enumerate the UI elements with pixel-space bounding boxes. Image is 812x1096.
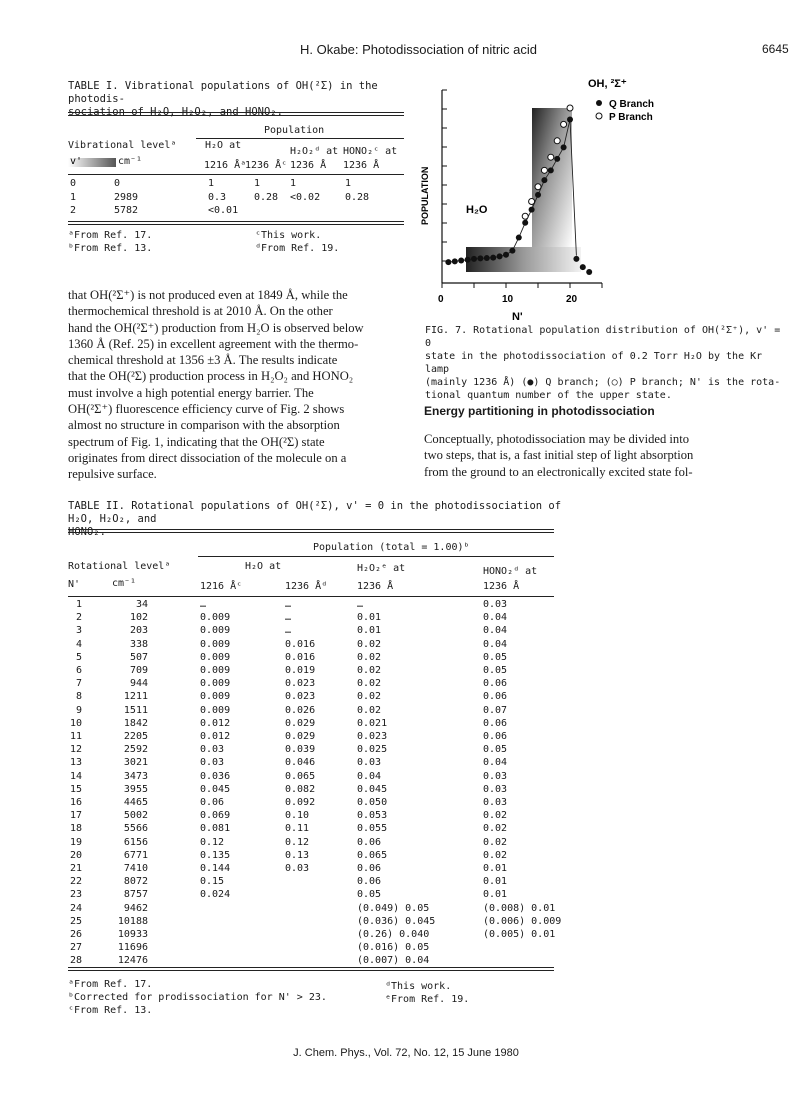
species-label: H₂O [466, 204, 488, 216]
table2-cell: 0.10 [285, 810, 310, 822]
table1-footnote-d: ᵈFrom Ref. 19. [255, 243, 340, 254]
table2-cell: (0.016) 0.05 [357, 942, 430, 954]
p-branch-point [567, 105, 573, 111]
text-line: thermochemical threshold is at 2010 Å. On the other [68, 304, 333, 319]
table1-cell: 1 [254, 178, 261, 189]
table2-cell: 102 [129, 612, 148, 624]
table2-cell: 0.05 [483, 665, 508, 676]
table2-cell: 0.009 [200, 625, 231, 637]
table2-cell: 23 [69, 889, 82, 901]
p-branch-point [554, 138, 560, 144]
table2-cell: 28 [69, 955, 82, 967]
table1-cell: 2989 [114, 191, 139, 203]
table2-cell: 4 [75, 638, 82, 650]
page-number: 6645 [762, 42, 789, 56]
text-line: Conceptually, photodissociation may be divided into [424, 432, 690, 446]
table2-cell: 0.03 [483, 599, 508, 610]
table1-caption-line: TABLE I. Vibrational populations of OH(²Σ) in the photodis- [68, 80, 378, 105]
table2-col-h2o2: H₂O₂ᵉ at [357, 563, 406, 574]
table2-cell: 0.06 [483, 691, 508, 703]
table2-top-rule [68, 529, 554, 533]
figure7-caption-line: (mainly 1236 Å) (●) Q branch; (○) P branch; N' is the rota- [425, 377, 781, 388]
table2-cell: 5 [75, 651, 82, 663]
table1-cell: 1 [208, 178, 215, 189]
table2-cell: 0.026 [285, 704, 316, 716]
q-branch-point [509, 248, 515, 254]
q-branch-point [452, 258, 458, 264]
table2-cell: 4465 [123, 797, 148, 808]
table2-cell: 6 [75, 665, 82, 676]
table2-cell: (0.005) 0.01 [483, 929, 556, 940]
p-branch-point [548, 154, 554, 160]
table2-cell: 0.01 [357, 612, 382, 624]
q-branch-point [580, 264, 586, 270]
table2-cell: 11696 [117, 942, 148, 954]
table2-cell: 0.01 [357, 625, 382, 637]
table2-cell: 0.025 [357, 744, 388, 756]
figure7-caption [425, 324, 781, 402]
table1-sub-1216: 1216 Åᵃ [204, 160, 247, 171]
table2-cell: 2 [75, 612, 82, 624]
q-branch-point [477, 255, 483, 261]
table2-cell: 0.03 [200, 744, 225, 756]
table2-cell: 0.009 [200, 704, 231, 716]
q-branch-point [561, 144, 567, 150]
text-line: that the OH(²Σ) production process in H₂O₂ and HONO₂ [68, 369, 354, 384]
table1-cell: 0 [70, 178, 77, 189]
table2-col-rot: Rotational levelᵃ [68, 561, 171, 572]
table2-cell: 3021 [123, 757, 148, 769]
table2-cell: 25 [69, 915, 82, 927]
shaded-region-top [532, 108, 572, 248]
table2-cell: 0.023 [285, 691, 316, 703]
table2-cell: 0.039 [285, 744, 316, 756]
table2-bottom-rule [68, 967, 554, 971]
table2-cell: 0.046 [285, 757, 316, 769]
table2-cell: 8072 [123, 876, 148, 888]
table2-header-rule [68, 596, 554, 597]
x-tick-label: 10 [502, 294, 514, 305]
figure7-chart [412, 70, 752, 326]
table2-sub-n: N' [68, 579, 81, 590]
table2-cell: 0.019 [285, 665, 316, 676]
table1-footnote-c: ᶜThis work. [255, 230, 322, 241]
table1-col-h2o2: H₂O₂ᵈ at [290, 146, 339, 157]
table2-cell: 0.04 [483, 638, 508, 650]
table2-col-hono2: HONO₂ᵈ at [483, 566, 538, 577]
table2-cell: … [357, 599, 364, 610]
p-branch-point [529, 198, 535, 204]
table2-cell: … [285, 599, 292, 610]
table2-cell: 0.009 [200, 678, 231, 690]
q-branch-point [573, 256, 579, 262]
table2-cell: 0.01 [483, 889, 508, 901]
table2-cell: 0.016 [285, 638, 316, 650]
table2-cell: 0.02 [357, 691, 382, 703]
table2-cell: 0.03 [483, 770, 508, 782]
table2-cell: (0.006) 0.009 [483, 915, 562, 927]
table2-cell: (0.007) 0.04 [357, 955, 430, 967]
table2-cell: 0.045 [357, 783, 388, 795]
table2-cell: 8 [75, 691, 82, 703]
table2-caption-line: TABLE II. Rotational populations of OH(²Σ), v' = 0 in the photodissociation of H₂O, H₂O₂, and [68, 500, 562, 525]
running-header [0, 42, 812, 58]
table2-cell: 0.036 [200, 770, 231, 782]
table2-footnote-a: ᵃFrom Ref. 17. [68, 979, 153, 990]
table1-cell: <0.02 [290, 191, 321, 203]
q-branch-point [541, 177, 547, 183]
table2-sub-1236c: 1236 Å [483, 581, 520, 592]
table2-cell: 0.11 [285, 823, 310, 835]
q-branch-point [529, 207, 535, 213]
table2-footnote-b: ᵇCorrected for prodissociation for N' > 23. [68, 992, 327, 1003]
table2-cell: 0.065 [357, 849, 388, 861]
q-branch-point [497, 253, 503, 259]
table1-sub-1236a: 1236 Åᶜ [245, 160, 288, 171]
table2-cell: 0.009 [200, 638, 231, 650]
table2-cell: 709 [129, 665, 148, 676]
table1-cell: 5782 [114, 205, 139, 216]
table1-cell: 2 [70, 205, 77, 216]
table2-cell: 0.12 [285, 836, 310, 848]
table2-cell: 26 [69, 929, 82, 940]
text-line: almost no structure in comparison with the absorption [68, 418, 340, 433]
table2-cell: 0.05 [483, 651, 508, 663]
x-axis-label: N' [512, 311, 523, 323]
table2-cell: 10933 [117, 929, 148, 940]
table2-cell: 12476 [117, 955, 148, 967]
table2-cell: 0.03 [285, 863, 310, 874]
table2-cell: 0.021 [357, 717, 388, 729]
table2-cell: 507 [129, 651, 148, 663]
table2-cell: 0.009 [200, 612, 231, 624]
table2-footnote-c: ᶜFrom Ref. 13. [68, 1005, 153, 1016]
table2-cell: 0.06 [357, 876, 382, 888]
p-branch-point [541, 167, 547, 173]
table1-cell: 0 [114, 178, 121, 189]
table2-cell: 10 [69, 717, 82, 729]
q-branch-point [458, 258, 464, 264]
table2-cell: 6771 [123, 849, 148, 861]
table2-cell: 3955 [123, 783, 148, 795]
table2-cell: 0.029 [285, 731, 316, 742]
text-line: that OH(²Σ⁺) is not produced even at 1849 Å, while the [68, 288, 348, 302]
table1-col-hono2: HONO₂ᶜ at [343, 146, 398, 157]
table2-cell: 0.016 [285, 651, 316, 663]
legend-title: OH, ²Σ⁺ [588, 78, 627, 90]
table2-cell: 203 [129, 625, 148, 637]
right-body-paragraph [424, 431, 693, 480]
legend-q-marker [596, 100, 602, 106]
table2-cell: 5566 [123, 823, 148, 835]
table1-cell: 0.28 [345, 191, 370, 203]
table2-cell: 11 [69, 731, 82, 742]
table2-footnote-e: ᵉFrom Ref. 19. [385, 994, 470, 1005]
q-branch-point [548, 167, 554, 173]
table1-footnote-b: ᵇFrom Ref. 13. [68, 243, 153, 254]
q-branch-point [522, 220, 528, 226]
text-line: hand the OH(²Σ⁺) production from H₂O is observed below [68, 320, 364, 335]
table2-cell: 34 [135, 599, 148, 610]
table2-cell: 0.05 [483, 744, 508, 756]
table2-cell: 0.069 [200, 810, 231, 822]
table2-cell: 8757 [123, 889, 148, 901]
table2-cell: 0.02 [483, 836, 508, 848]
x-tick-label: 20 [566, 294, 578, 305]
legend-p-marker [596, 113, 602, 119]
table2-cell: 2592 [123, 744, 148, 756]
table2-cell: 9462 [123, 902, 148, 914]
table1-cell: 0.28 [254, 191, 279, 203]
table2-cell: 0.065 [285, 770, 316, 782]
table2-cell: 0.04 [483, 612, 508, 624]
table2-cell: 1511 [123, 704, 148, 716]
table2-cell: 0.092 [285, 797, 316, 808]
q-branch-point [484, 255, 490, 261]
table2-cell: 0.01 [483, 863, 508, 874]
p-branch-point [561, 121, 567, 127]
table2-cell: … [285, 612, 292, 624]
text-line: repulsive surface. [68, 467, 157, 482]
q-branch-point [516, 235, 522, 241]
table2-cell: 0.082 [285, 783, 316, 795]
table2-cell: 0.15 [200, 876, 225, 888]
table1-cell: 1 [290, 178, 297, 189]
q-branch-point [490, 255, 496, 261]
table1-sub-v: v' [70, 156, 83, 167]
table2-cell: … [200, 599, 207, 610]
table2-cell: (0.26) 0.040 [357, 929, 430, 940]
p-branch-point [522, 213, 528, 219]
table2-cell: 1 [75, 599, 82, 610]
table2-cell: 16 [69, 797, 82, 808]
table2-sub-1236b: 1236 Å [357, 581, 394, 592]
text-line: spectrum of Fig. 1, indicating that the OH(²Σ) state [68, 434, 325, 449]
table2-cell: 17 [69, 810, 82, 822]
y-axis-label: POPULATION [420, 166, 430, 225]
table1-col-vib: Vibrational levelᵃ [68, 140, 177, 151]
table2-cell: 9 [75, 704, 82, 716]
table2-cell: 6156 [123, 836, 148, 848]
table2-cell: 0.04 [483, 625, 508, 637]
table2-cell: 0.053 [357, 810, 388, 822]
text-line: chemical threshold at 1356 ±3 Å. The results indicate [68, 353, 338, 368]
q-branch-point [471, 256, 477, 262]
table2-caption [68, 500, 568, 539]
table1-caption-line: sociation of H₂O, H₂O₂, and HONO₂. [68, 106, 283, 118]
table2-cell: 0.04 [357, 770, 382, 782]
left-body-paragraph [68, 287, 364, 483]
table2-sub-cm: cm⁻¹ [112, 578, 137, 589]
table2-cell: 0.05 [357, 889, 382, 901]
table2-cell: 14 [69, 770, 82, 782]
table2-cell: 0.04 [483, 757, 508, 769]
legend-q-label: Q Branch [609, 99, 655, 110]
table2-cell: 0.06 [483, 678, 508, 690]
table2-cell: 0.144 [200, 863, 231, 874]
legend-p-label: P Branch [609, 112, 653, 123]
table2-cell: 0.029 [285, 717, 316, 729]
x-tick-label: 0 [438, 294, 444, 305]
table2-cell: 1842 [123, 717, 148, 729]
table2-cell: 0.02 [357, 678, 382, 690]
table2-cell: 7410 [123, 863, 148, 874]
table1-footnote-a: ᵃFrom Ref. 17. [68, 230, 153, 241]
table2-cell: 0.02 [483, 849, 508, 861]
table2-cell: 0.07 [483, 704, 508, 716]
table2-cell: 12 [69, 744, 82, 756]
table2-cell: 0.02 [483, 810, 508, 822]
table1-cell: 0.3 [208, 191, 227, 203]
q-branch-point [567, 116, 573, 122]
table2-group-rule [198, 556, 554, 557]
table2-cell: 27 [69, 942, 82, 954]
text-line: OH(²Σ⁺) fluorescence efficiency curve of Fig. 2 shows [68, 402, 345, 417]
running-title: H. Okabe: Photodissociation of nitric acid [300, 42, 538, 57]
table2-cell: 0.03 [483, 783, 508, 795]
table2-cell: (0.049) 0.05 [357, 902, 430, 914]
table2-cell: 20 [69, 849, 82, 861]
table2-cell: 24 [69, 902, 82, 914]
table2-cell: 0.081 [200, 823, 231, 835]
table2-cell: 0.024 [200, 889, 231, 901]
q-branch-point [503, 252, 509, 258]
table2-cell: 0.03 [357, 757, 382, 769]
table2-cell: 0.03 [200, 757, 225, 769]
table2-cell: 0.02 [357, 638, 382, 650]
table2-cell: 0.012 [200, 717, 231, 729]
table1-cell: 1 [70, 191, 77, 203]
table2-cell: 10188 [117, 915, 148, 927]
table2-cell: 0.023 [357, 731, 388, 742]
table2-caption-line: HONO₂. [68, 526, 106, 538]
table2-cell: 21 [69, 863, 82, 874]
table2-cell: 0.13 [285, 849, 310, 861]
table2-cell: 0.02 [357, 651, 382, 663]
table2-cell: 0.023 [285, 678, 316, 690]
table2-sub-1216: 1216 Åᶜ [200, 581, 243, 592]
figure7-caption-line: tional quantum number of the upper state. [425, 390, 672, 401]
table1-sub-1236b: 1236 Å [290, 160, 327, 171]
table1-bottom-rule [68, 221, 404, 225]
q-branch-point [535, 192, 541, 198]
q-branch-point [554, 156, 560, 162]
table2-cell: 0.01 [483, 876, 508, 888]
p-branch-point [535, 184, 541, 190]
table2-cell: 0.009 [200, 651, 231, 663]
text-line: must involve a high potential energy barrier. The [68, 385, 314, 400]
table2-cell: 0.045 [200, 783, 231, 795]
table1-top-rule [68, 112, 404, 116]
table2-cell: 0.06 [357, 836, 382, 848]
q-branch-point [445, 259, 451, 265]
table2-cell: 0.135 [200, 849, 231, 861]
table2-cell: 18 [69, 823, 82, 835]
table2-cell: 0.06 [357, 863, 382, 874]
text-line: originates from direct dissociation of the molecule on a [68, 450, 347, 465]
table2-cell: 3473 [123, 770, 148, 782]
table2-cell: … [285, 625, 292, 637]
table1-cell: <0.01 [208, 205, 239, 216]
table1-group-rule [196, 138, 404, 139]
table2-cell: 0.02 [483, 823, 508, 835]
table2-cell: 0.12 [200, 836, 225, 848]
table2-cell: 0.06 [483, 717, 508, 729]
table2-cell: 0.06 [200, 797, 225, 808]
table2-cell: (0.036) 0.045 [357, 915, 436, 927]
section-heading: Energy partitioning in photodissociation [424, 404, 655, 418]
table1-col-h2o: H₂O at [205, 140, 242, 151]
table2-cell: 338 [129, 638, 148, 650]
table2-cell: 0.02 [357, 704, 382, 716]
table2-sub-1236a: 1236 Åᵈ [285, 581, 328, 592]
table1-cell: 1 [345, 178, 352, 189]
table2-cell: 0.02 [357, 665, 382, 676]
table2-cell: 0.009 [200, 691, 231, 703]
table2-cell: 1211 [123, 691, 148, 703]
table2-cell: 19 [69, 836, 82, 848]
q-branch-point [465, 257, 471, 263]
shaded-region-bottom [466, 247, 581, 272]
text-line: 1360 Å (Ref. 25) in excellent agreement with the thermo- [68, 336, 359, 351]
table2-cell: 15 [69, 783, 82, 795]
text-line: from the ground to an electronically excited state fol- [424, 464, 693, 479]
journal-footer: J. Chem. Phys., Vol. 72, No. 12, 15 June 1980 [293, 1047, 519, 1059]
table1-sub-1236c: 1236 Å [343, 160, 380, 171]
table2-cell: 0.06 [483, 731, 508, 742]
table1-sub-cm: cm⁻¹ [118, 156, 143, 167]
table2-cell: 7 [75, 678, 82, 690]
table2-cell: 22 [69, 876, 82, 888]
table1-header-rule [68, 174, 404, 175]
table2-cell: 0.012 [200, 731, 231, 742]
figure7-caption-line: state in the photodissociation of 0.2 Torr H₂O by the Kr lamp [425, 351, 763, 375]
q-branch-point [586, 269, 592, 275]
table2-cell: (0.008) 0.01 [483, 902, 556, 914]
table2-col-h2o: H₂O at [245, 561, 282, 572]
table2-cell: 0.050 [357, 797, 388, 808]
table2-group-header: Population (total = 1.00)ᵇ [313, 542, 470, 553]
y-axis-ticks [442, 90, 447, 261]
table2-cell: 0.03 [483, 797, 508, 808]
x-axis-ticks [438, 283, 602, 305]
table2-cell: 3 [75, 625, 82, 637]
table2-cell: 2205 [123, 731, 148, 742]
table2-cell: 0.009 [200, 665, 231, 676]
text-line: two steps, that is, a fast initial step of light absorption [424, 448, 694, 463]
table2-footnote-d: ᵈThis work. [385, 981, 452, 992]
table2-cell: 5002 [123, 810, 148, 822]
table2-cell: 0.055 [357, 823, 388, 835]
table2-cell: 944 [129, 678, 148, 690]
figure7-caption-line: FIG. 7. Rotational population distribution of OH(²Σ⁺), v' = 0 [425, 325, 781, 349]
table2-cell: 13 [69, 757, 82, 769]
table1-group-header: Population [264, 125, 325, 136]
